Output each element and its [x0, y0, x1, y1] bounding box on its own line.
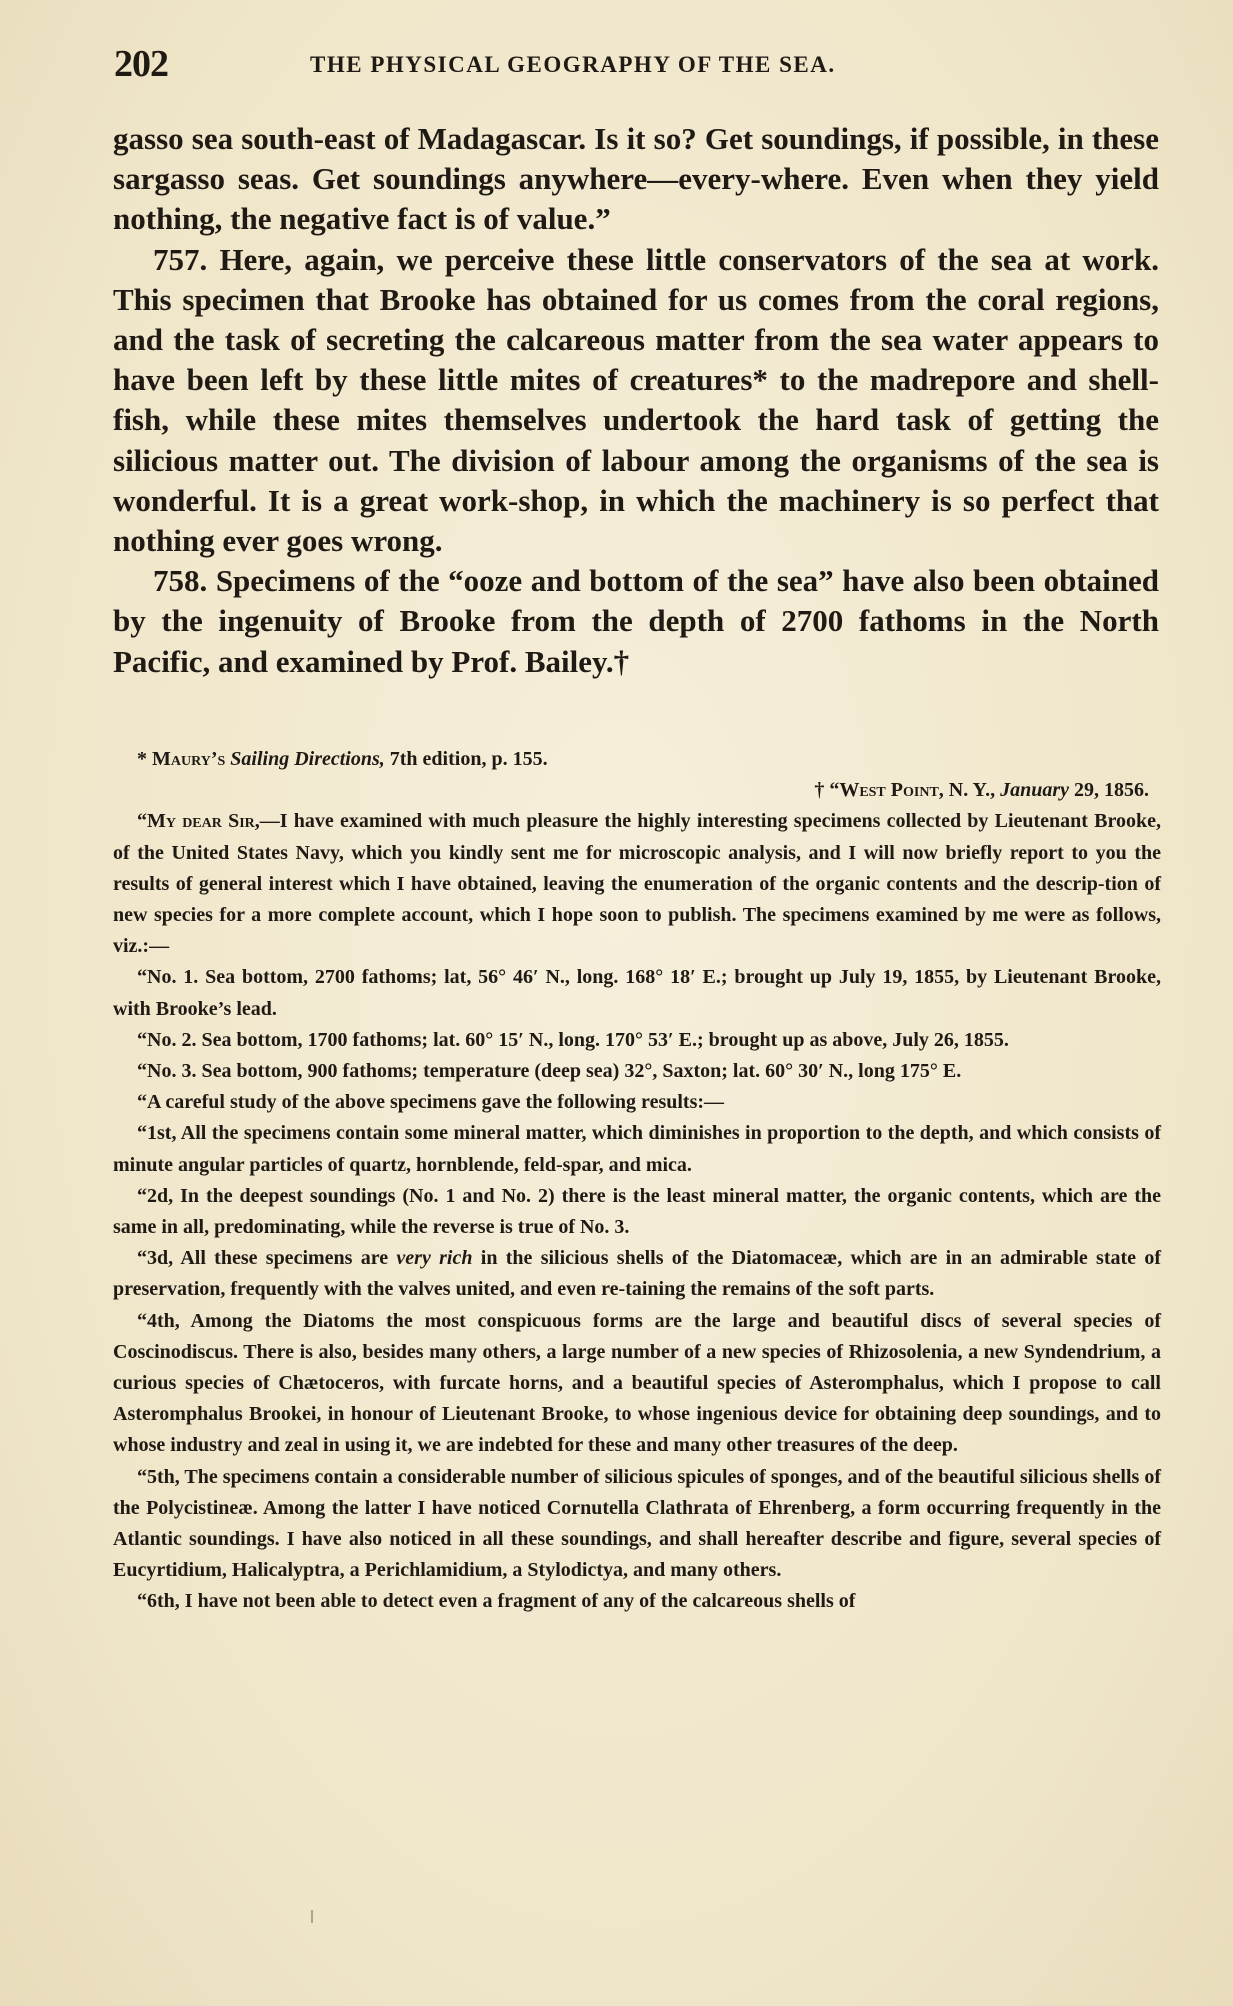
- footnote-ref-star: *: [752, 362, 768, 398]
- paragraph-757: 757. Here, again, we perceive these little conservators of the sea at work. This specimen that Brooke has obtained for us comes from the coral regions, and the task of secreting the calcareous matter from the sea water appears to have been left by these little mites of creatures* to the madrepore and shell-fish, while these mites themselves undertook the hard task of getting the silicious matter out. The division of labour among the organisms of the sea is wonderful. It is a great work-shop, in which the machinery is so perfect that nothing ever goes wrong.: [113, 241, 1159, 559]
- letter-intro: “My dear Sir,—I have examined with much pleasure the highly interesting specimens collected by Lieutenant Brooke, of the United States Navy, which you kindly sent me for microscopic analysis, and I will now briefly report to you the results of general interest which I have obtained, leaving the enumeration of the organic contents and the descrip-tion of new species for a more complete account, which I hope soon to publish. The specimens examined by me were as follows, viz.:—: [113, 810, 1162, 958]
- specimen-no-2: “No. 2. Sea bottom, 1700 fathoms; lat. 60° 15′ N., long. 170° 53′ E.; brought up as above, July 26, 1855.: [137, 1028, 1009, 1051]
- result-3d: “3d, All these specimens are very rich in the silicious shells of the Diatomaceæ, which are in an admirable state of preservation, frequently with the valves united, and even re-taining the remains of the soft parts.: [113, 1247, 1161, 1301]
- results-intro: “A careful study of the above specimens gave the following results:—: [137, 1091, 725, 1114]
- footnote-2-heading: † “West Point, N. Y., January 29, 1856.: [814, 779, 1149, 802]
- main-text: [113, 119, 1159, 682]
- result-1st: “1st, All the specimens contain some mineral matter, which diminishes in proportion to the depth, and which consists of minute angular particles of quartz, hornblende, feld-spar, and mica.: [113, 1122, 1161, 1176]
- specimen-no-1: “No. 1. Sea bottom, 2700 fathoms; lat, 56° 46′ N., long. 168° 18′ E.; brought up July 19, 1855, by Lieutenant Brooke, with Brooke’s lead.: [113, 966, 1161, 1020]
- running-title: THE PHYSICAL GEOGRAPHY OF THE SEA.: [310, 52, 836, 77]
- footnote-1: * Maury’s Sailing Directions, 7th edition, p. 155.: [137, 748, 548, 770]
- result-4th: “4th, Among the Diatoms the most conspicuous forms are the large and beautiful discs of several species of Coscinodiscus. There is also, besides many others, a large number of a new species of Rhizosolenia, a new Syndendrium, a curious species of Chætoceros, with furcate horns, and a beautiful species of Asteromphalus, which I propose to call Asteromphalus Brookei, in honour of Lieutenant Brooke, to whose ingenious device for obtaining deep soundings, and to whose industry and zeal in using it, we are indebted for these and many other treasures of the deep.: [113, 1309, 1161, 1457]
- paragraph-continuation: gasso sea south-east of Madagascar. Is it so? Get soundings, if possible, in these sargasso seas. Get soundings anywhere—every-where. Even when they yield nothing, the negative fact is of value.”: [113, 121, 1159, 237]
- footnote-ref-dagger: †: [613, 643, 630, 679]
- page-number: 202: [114, 43, 168, 85]
- result-2d: “2d, In the deepest soundings (No. 1 and No. 2) there is the least mineral matter, the organic contents, which are the same in all, predominating, while the reverse is true of No. 3.: [113, 1184, 1161, 1239]
- specimen-no-3: “No. 3. Sea bottom, 900 fathoms; temperature (deep sea) 32°, Saxton; lat. 60° 30′ N., long 175° E.: [137, 1060, 962, 1083]
- footnotes: [113, 744, 1161, 1618]
- page-header: [112, 42, 1162, 92]
- paragraph-758: 758. Specimens of the “ooze and bottom of the sea” have also been obtained by the ingenuity of Brooke from the depth of 2700 fathoms in the North Pacific, and examined by Prof. Bailey.†: [113, 563, 1159, 679]
- result-6th: “6th, I have not been able to detect even a fragment of any of the calcareous shells of: [137, 1590, 856, 1613]
- paper-blemish: [311, 1910, 313, 1923]
- result-5th: “5th, The specimens contain a considerable number of silicious spicules of sponges, and of the beautiful silicious shells of the Polycistineæ. Among the latter I have noticed Cornutella Clathrata of Ehrenberg, a form occurring frequently in the Atlantic soundings. I have also noticed in all these soundings, and shall hereafter describe and figure, several species of Eucyrtidium, Halicalyptra, a Perichlamidium, a Stylodictya, and many others.: [113, 1465, 1161, 1582]
